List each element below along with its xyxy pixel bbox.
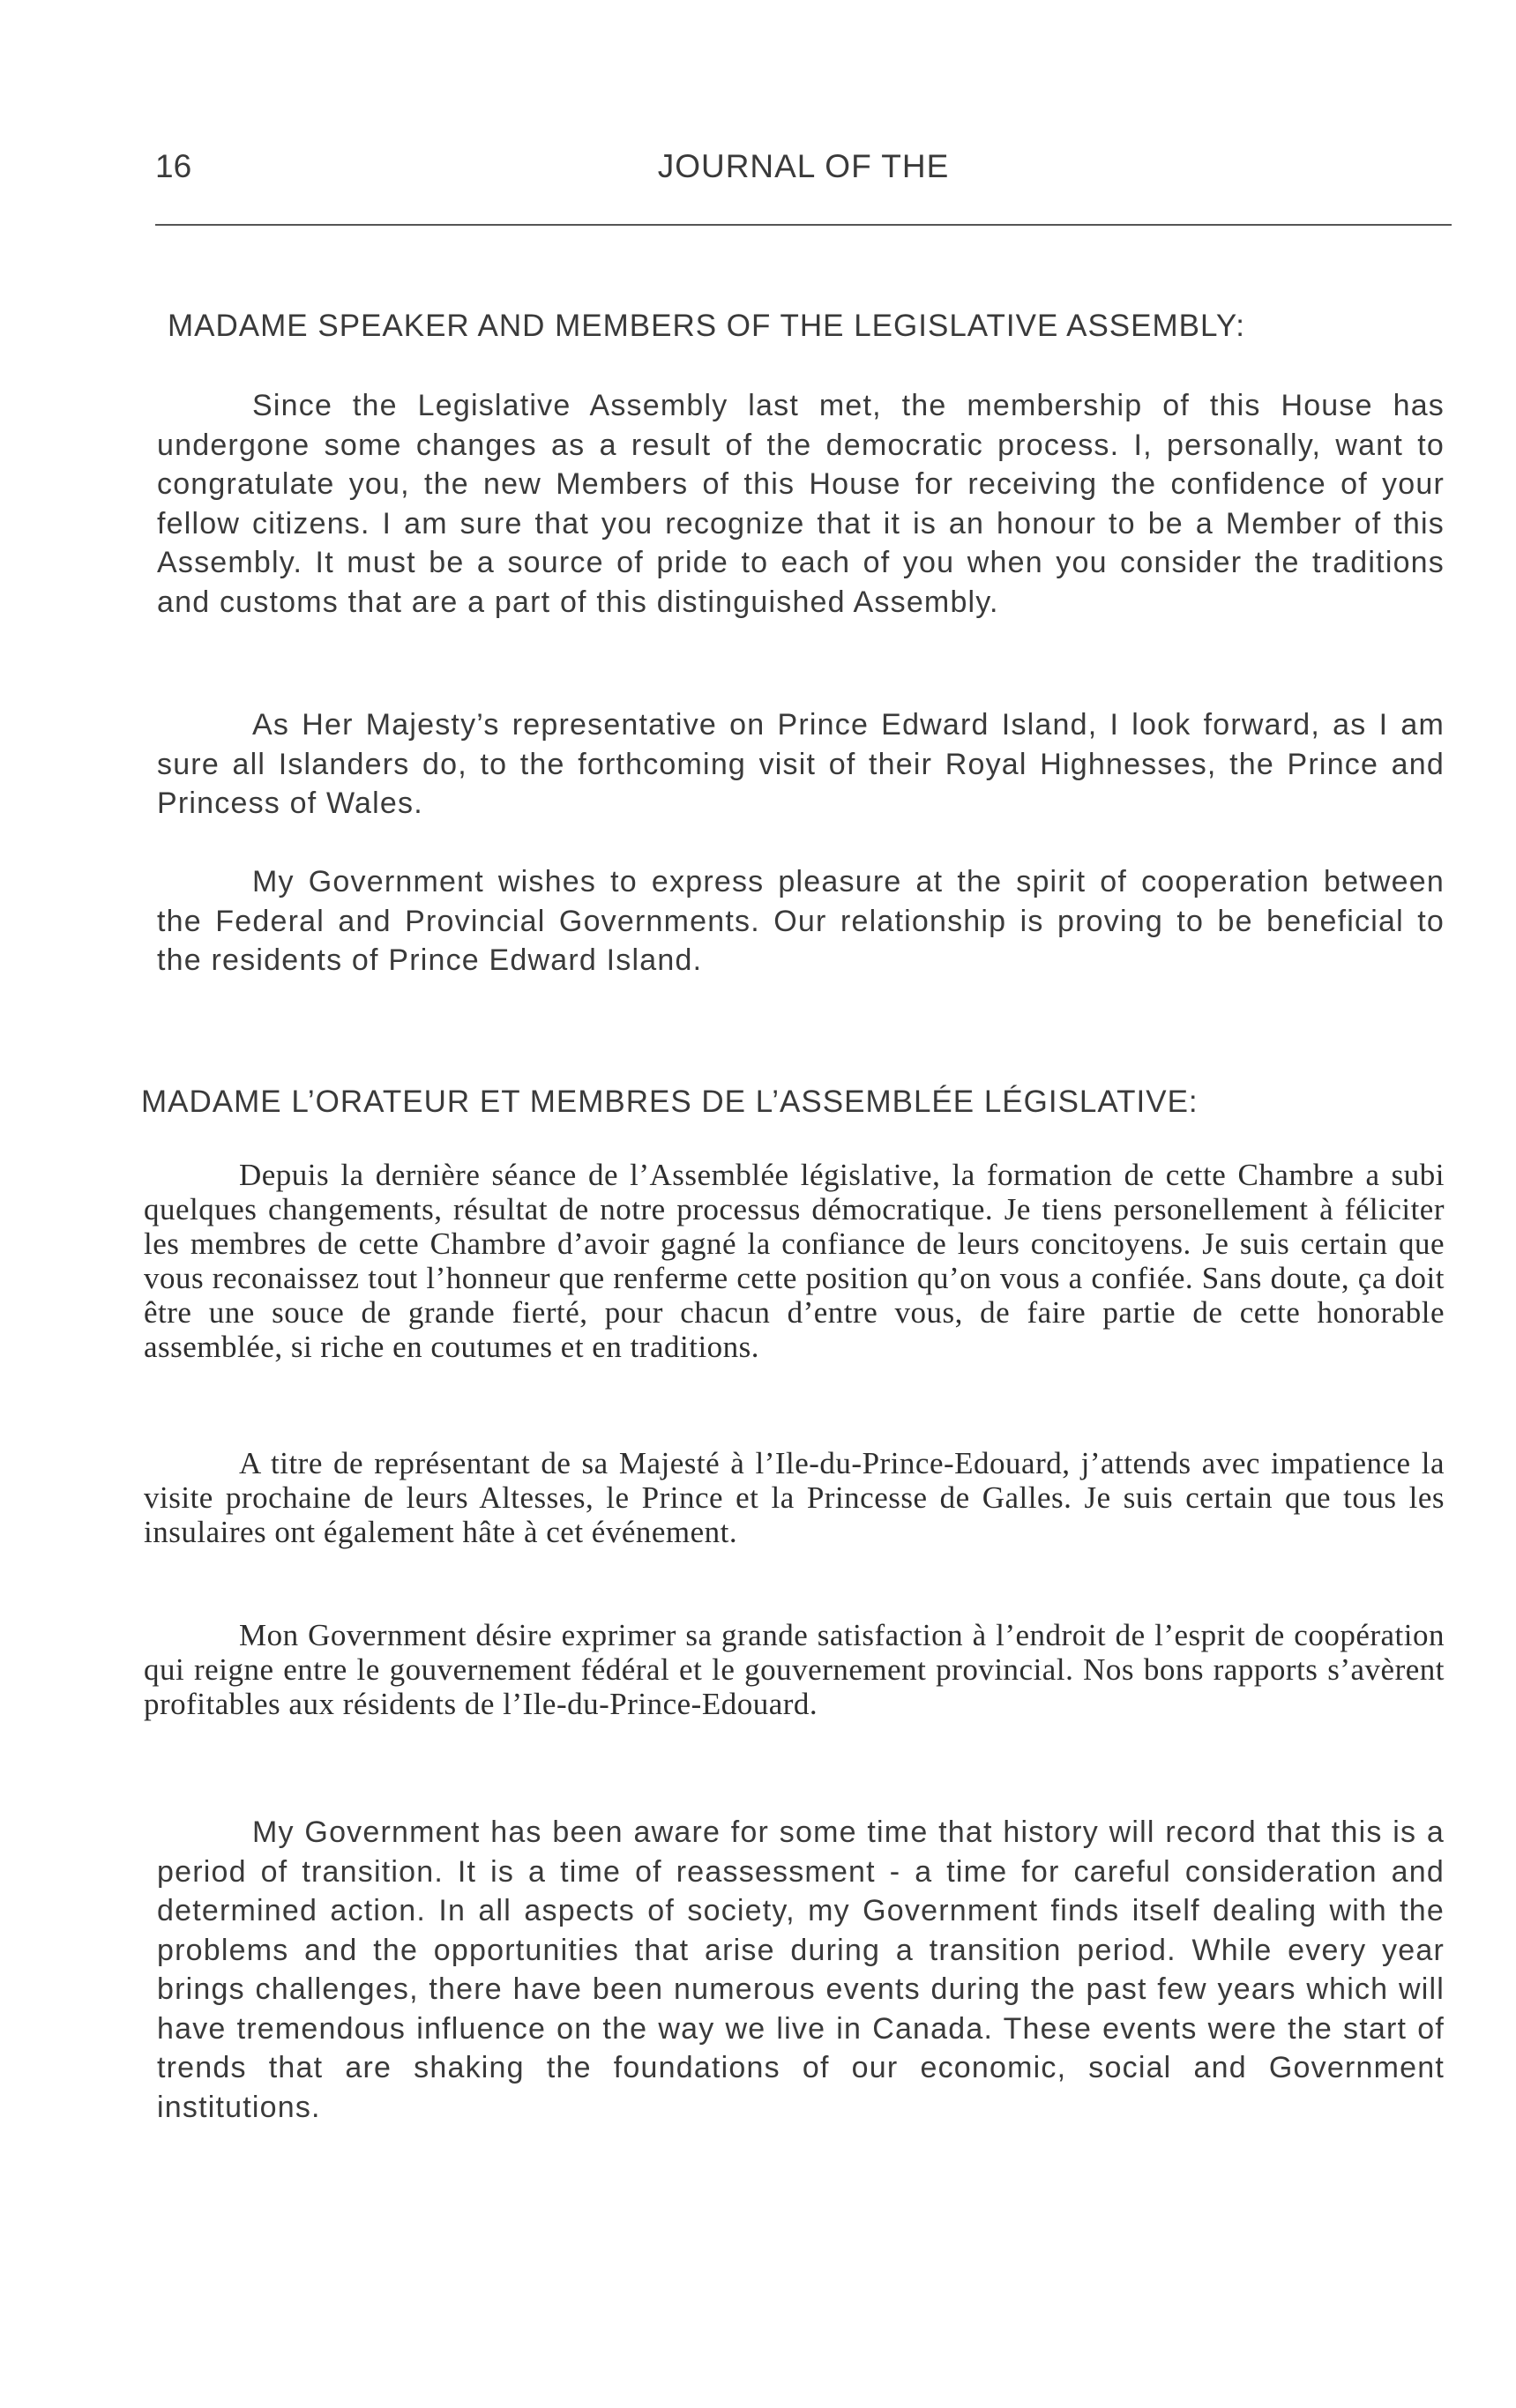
page-header bbox=[155, 148, 1452, 194]
page-number: 16 bbox=[155, 148, 192, 184]
running-title: JOURNAL OF THE bbox=[657, 148, 950, 184]
english-paragraph-3: My Government wishes to express pleasure at the spirit of cooperation between the Federal and Provincial Governments. Our relationship is proving to be beneficial to the residents of Prince Edward Island. bbox=[157, 865, 1445, 977]
header-rule bbox=[155, 224, 1452, 226]
english-section-heading: MADAME SPEAKER AND MEMBERS OF THE LEGISLATIVE ASSEMBLY: bbox=[168, 309, 1245, 343]
english-paragraph-1: Since the Legislative Assembly last met, the membership of this House has undergone some changes as a result of the democratic process. I, personally, want to congratulate you, the new Members of this House for receiving the confidence of your fellow citizens. I am sure that you recognize that it is an honour to be a Member of this Assembly. It must be a source of pride to each of you when you consider the traditions and customs that are a part of this distinguished Assembly. bbox=[157, 389, 1445, 619]
french-section-heading: MADAME L’ORATEUR ET MEMBRES DE L’ASSEMBLÉE LÉGISLATIVE: bbox=[141, 1085, 1199, 1119]
english-paragraph-2: As Her Majesty’s representative on Prince Edward Island, I look forward, as I am sure all Islanders do, to the forthcoming visit of their Royal Highnesses, the Prince and Princess of Wales. bbox=[157, 708, 1445, 820]
french-paragraph-1: Depuis la dernière séance de l’Assemblée législative, la formation de cette Chambre a subi quelques changements, résultat de notre processus démocratique. Je tiens personellement à féliciter les membres de cette Chambre d’avoir gagné la confiance de leurs concitoyens. Je suis certain que vous reconaissez tout l’honneur que renferme cette position qu’on vous a confiée. Sans doute, ça doit être une souce de grande fierté, pour chacun d’entre vous, de faire partie de cette honorable assemblée, si riche en coutumes et en traditions. bbox=[144, 1158, 1445, 1364]
closing-paragraph: My Government has been aware for some time that history will record that this is a period of transition. It is a time of reassessment - a time for careful consideration and determined action. In all aspects of society, my Government finds itself dealing with the problems and the opportunities that arise during a transition period. While every year brings challenges, there have been numerous events during the past few years which will have tremendous influence on the way we live in Canada. These events were the start of trends that are shaking the foundations of our economic, social and Government institutions. bbox=[157, 1815, 1445, 2124]
french-paragraph-2: A titre de représentant de sa Majesté à l’Ile-du-Prince-Edouard, j’attends avec impatience la visite prochaine de leurs Altesses, le Prince et la Princesse de Galles. Je suis certain que tous les insulaires ont également hâte à cet événement. bbox=[144, 1446, 1445, 1549]
french-paragraph-3: Mon Government désire exprimer sa grande satisfaction à l’endroit de l’esprit de coopération qui reigne entre le gouvernement fédéral et le gouvernement provincial. Nos bons rapports s’avèrent profitables aux résidents de l’Ile-du-Prince-Edouard. bbox=[144, 1618, 1445, 1721]
